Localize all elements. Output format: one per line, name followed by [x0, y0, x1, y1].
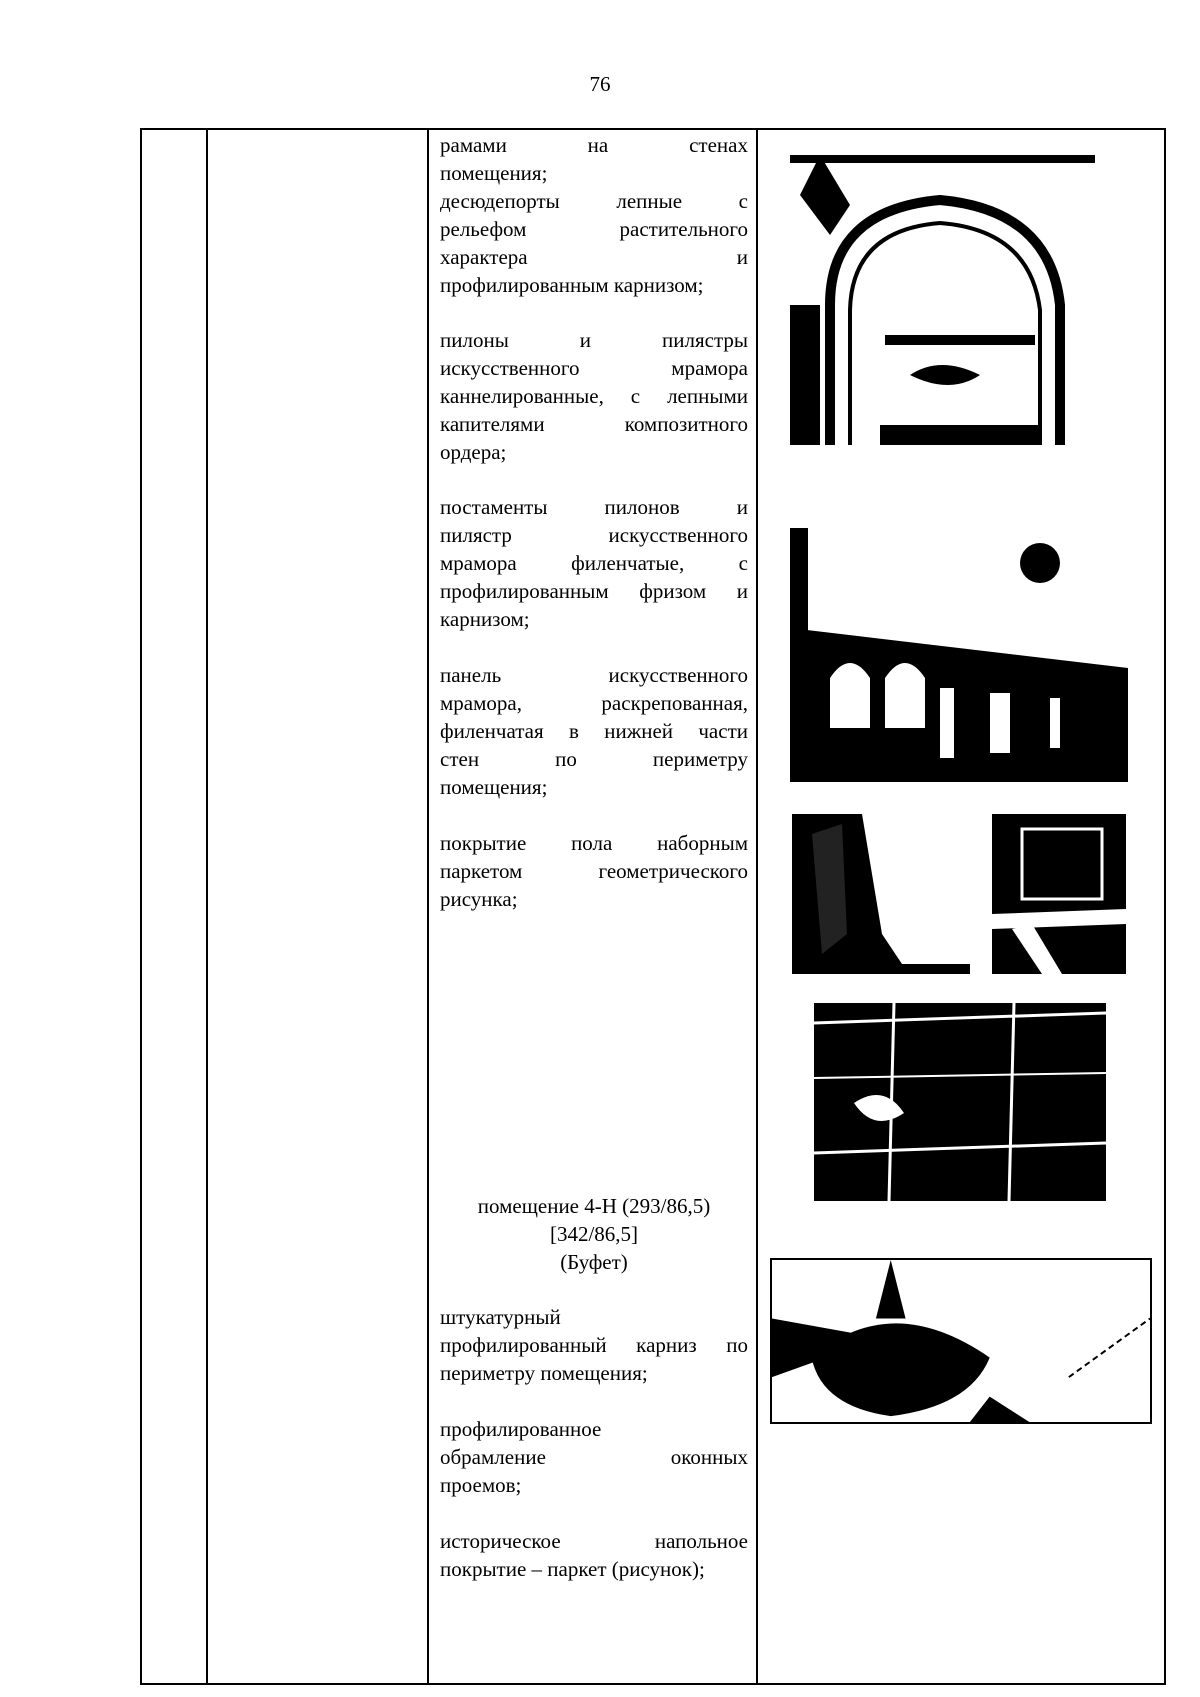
list-item: историческое напольное покрытие – паркет (рисунок); [440, 1529, 748, 1581]
list-item: панель искусственного мрамора, раскрепованная, филенчатая в нижней части стен по периметру помещения; [440, 663, 748, 799]
list-item: рамами на стенах помещения; [440, 133, 748, 185]
parquet-floor-photo [814, 1003, 1106, 1201]
arched-doorway-photo [790, 155, 1095, 445]
list-item: постаменты пилонов и пилястр искусственного мрамора филенчатые, с профилированным фризом и карнизом; [440, 495, 748, 631]
list-item: пилоны и пилястры искусственного мрамора каннелированные, с лепными капителями композитного ордера; [440, 328, 748, 464]
list-item: десюдепорты лепные с рельефом растительного характера и профилированным карнизом; [440, 189, 748, 297]
chandelier-photo [770, 1258, 1152, 1424]
marble-pilaster-photo [792, 814, 970, 974]
list-item: профилированное обрамление оконных проемов; [440, 1417, 748, 1497]
page-number: 76 [589, 72, 611, 96]
list-item: штукатурный профилированный карниз по периметру помещения; [440, 1305, 748, 1385]
hall-interior-photo [790, 528, 1128, 782]
room-heading: помещение 4-Н (293/86,5) [342/86,5] (Буфет) [477, 1194, 711, 1274]
list-item: покрытие пола наборным паркетом геометрического рисунка; [440, 831, 748, 911]
marble-panel-photo [992, 814, 1126, 974]
